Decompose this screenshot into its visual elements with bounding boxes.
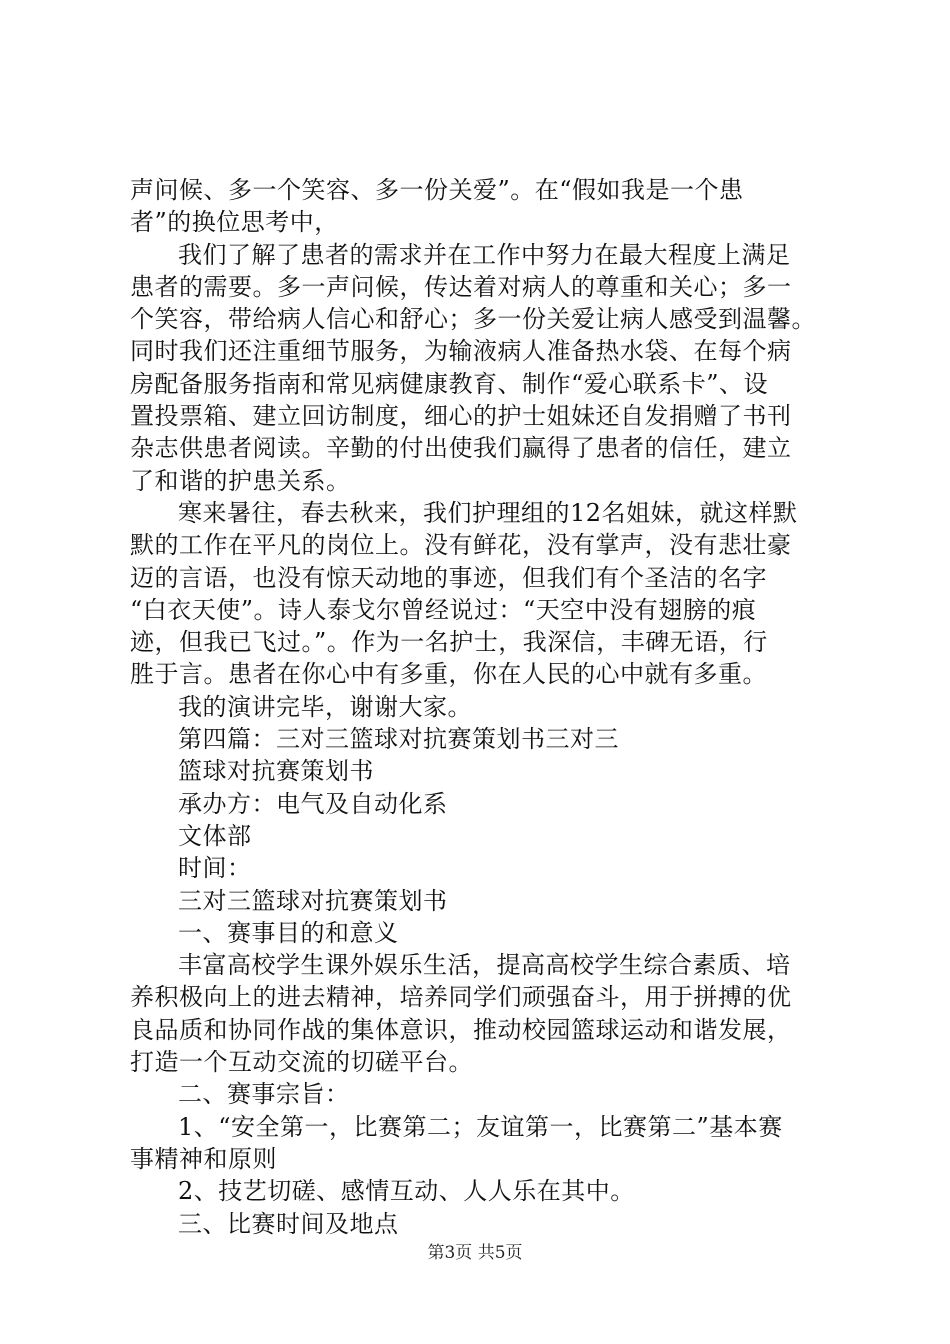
section-heading: 二、赛事宗旨： [178, 1080, 350, 1109]
text-line: 丰富高校学生课外娱乐生活，提高高校学生综合素质、培 [178, 951, 791, 980]
text-line: 房配备服务指南和常见病健康教育、制作“爱心联系卡”、设 [130, 369, 769, 398]
text-line: 事精神和原则 [130, 1144, 277, 1173]
text-line: “白衣天使”。诗人泰戈尔曾经说过：“天空中没有翅膀的痕 [130, 595, 757, 624]
text-line: 打造一个互动交流的切磋平台。 [130, 1048, 473, 1077]
text-line: 迹，但我已飞过。”。作为一名护士，我深信，丰碑无语，行 [130, 628, 768, 657]
text-line: 默的工作在平凡的岗位上。没有鲜花，没有掌声，没有悲壮豪 [130, 531, 792, 560]
text-line: 杂志供患者阅读。辛勤的付出使我们赢得了患者的信任，建立 [130, 434, 792, 463]
text-line: 良品质和协同作战的集体意识，推动校园篮球运动和谐发展， [130, 1015, 792, 1044]
text-line: 2、技艺切磋、感情互动、人人乐在其中。 [178, 1177, 635, 1206]
text-line: 声问候、多一个笑容、多一份关爱”。在“假如我是一个患 [130, 176, 744, 204]
text-line: 我们了解了患者的需求并在工作中努力在最大程度上满足 [178, 240, 791, 269]
document-body [130, 174, 846, 1240]
text-line: 时间： [178, 854, 252, 883]
text-line: 了和谐的护患关系。 [130, 466, 351, 495]
text-line: 同时我们还注重细节服务，为输液病人准备热水袋、在每个病 [130, 337, 792, 366]
text-line: 承办方：电气及自动化系 [178, 789, 448, 818]
text-line: 养积极向上的进去精神，培养同学们顽强奋斗，用于拼搏的优 [130, 983, 792, 1012]
text-line: 寒来暑往，春去秋来，我们护理组的12名姐妹，就这样默 [178, 498, 798, 527]
text-line: 患者的需要。多一声问候，传达着对病人的尊重和关心；多一 [130, 272, 792, 301]
text-line: 个笑容，带给病人信心和舒心；多一份关爱让病人感受到温馨。 [130, 305, 816, 334]
text-line: 1、“安全第一，比赛第二；友谊第一，比赛第二”基本赛 [178, 1112, 783, 1141]
text-line: 置投票箱、建立回访制度，细心的护士姐妹还自发捐赠了书刊 [130, 402, 792, 431]
text-line: 我的演讲完毕，谢谢大家。 [178, 692, 472, 721]
text-line: 胜于言。患者在你心中有多重，你在人民的心中就有多重。 [130, 660, 767, 689]
section-heading: 三、比赛时间及地点 [178, 1209, 399, 1238]
page-number-footer: 第3页 共5页 [427, 1243, 523, 1263]
text-line: 迈的言语，也没有惊天动地的事迹，但我们有个圣洁的名字 [130, 563, 767, 592]
text-line: 三对三篮球对抗赛策划书 [178, 886, 448, 915]
section-heading: 一、赛事目的和意义 [178, 918, 399, 947]
section-heading: 第四篇：三对三篮球对抗赛策划书三对三 [178, 725, 619, 754]
text-line: 者”的换位思考中， [130, 208, 339, 237]
text-line: 篮球对抗赛策划书 [178, 757, 374, 786]
text-line: 文体部 [178, 821, 252, 850]
